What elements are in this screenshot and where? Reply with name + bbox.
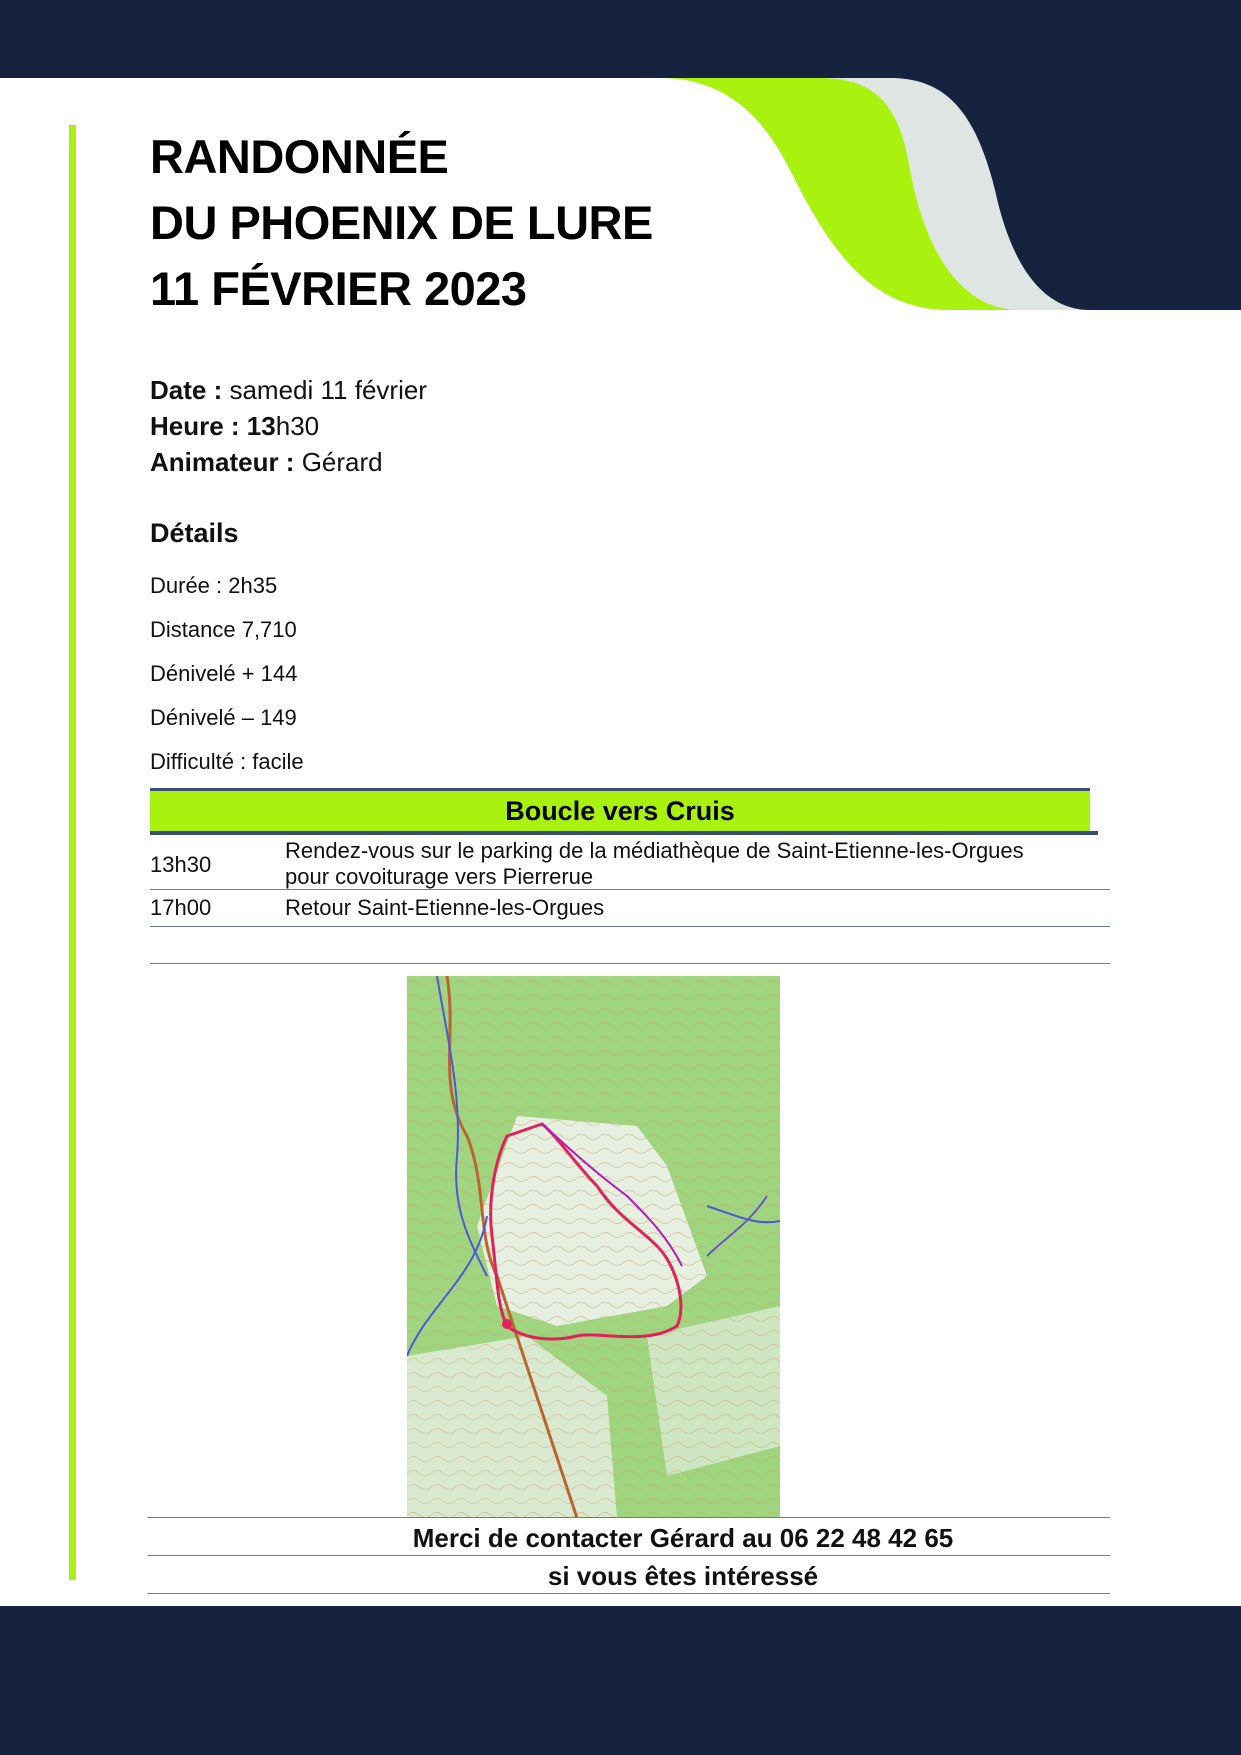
time-row: [150, 408, 427, 444]
table-row: [150, 836, 1110, 890]
schedule-header-border: [150, 831, 1098, 835]
details-list: [150, 568, 304, 788]
left-accent-rule: [69, 125, 76, 1580]
row-description-line: pour covoiturage vers Pierrerue: [285, 864, 594, 889]
date-value: samedi 11 février: [222, 375, 427, 405]
row-description: [285, 838, 1024, 890]
route-map-image: [407, 976, 780, 1518]
table-row: [150, 889, 1110, 927]
table-row-empty: [150, 926, 1110, 964]
title-line-3: 11 FÉVRIER 2023: [150, 262, 527, 315]
title-line-2: DU PHOENIX DE LURE: [150, 196, 653, 249]
divider: [148, 1555, 1110, 1556]
time-label: Heure : 13: [150, 411, 276, 441]
contact-line-2: si vous êtes intéressé: [547, 1561, 819, 1591]
details-heading: Détails: [150, 518, 239, 548]
detail-item: Difficulté : facile: [150, 749, 304, 774]
title-line-1: RANDONNÉE: [150, 130, 449, 183]
leader-row: [150, 444, 427, 480]
date-row: [150, 372, 427, 408]
event-info: [150, 372, 427, 480]
detail-item: Dénivelé – 149: [150, 705, 297, 730]
row-description: Retour Saint-Etienne-les-Orgues: [285, 895, 605, 920]
divider: [148, 1593, 1110, 1594]
detail-item: Distance 7,710: [150, 617, 297, 642]
detail-item: Durée : 2h35: [150, 573, 278, 598]
contact-line-1: Merci de contacter Gérard au 06 22 48 42 65: [412, 1523, 954, 1553]
row-description-line: Rendez-vous sur le parking de la médiathèque de Saint-Etienne-les-Orgues: [285, 838, 1024, 863]
leader-label: Animateur :: [150, 447, 295, 477]
leader-value: Gérard: [294, 447, 383, 477]
time-value: h30: [275, 411, 320, 441]
topographic-map: [407, 976, 780, 1518]
date-label: Date :: [150, 375, 223, 405]
schedule-title: Boucle vers Cruis: [150, 791, 1090, 831]
page-title: [150, 124, 653, 322]
row-time: 13h30: [150, 852, 212, 877]
footer-band: [0, 1606, 1241, 1755]
detail-item: Dénivelé + 144: [150, 661, 298, 686]
row-time: 17h00: [150, 895, 212, 920]
divider: [148, 1517, 1110, 1518]
